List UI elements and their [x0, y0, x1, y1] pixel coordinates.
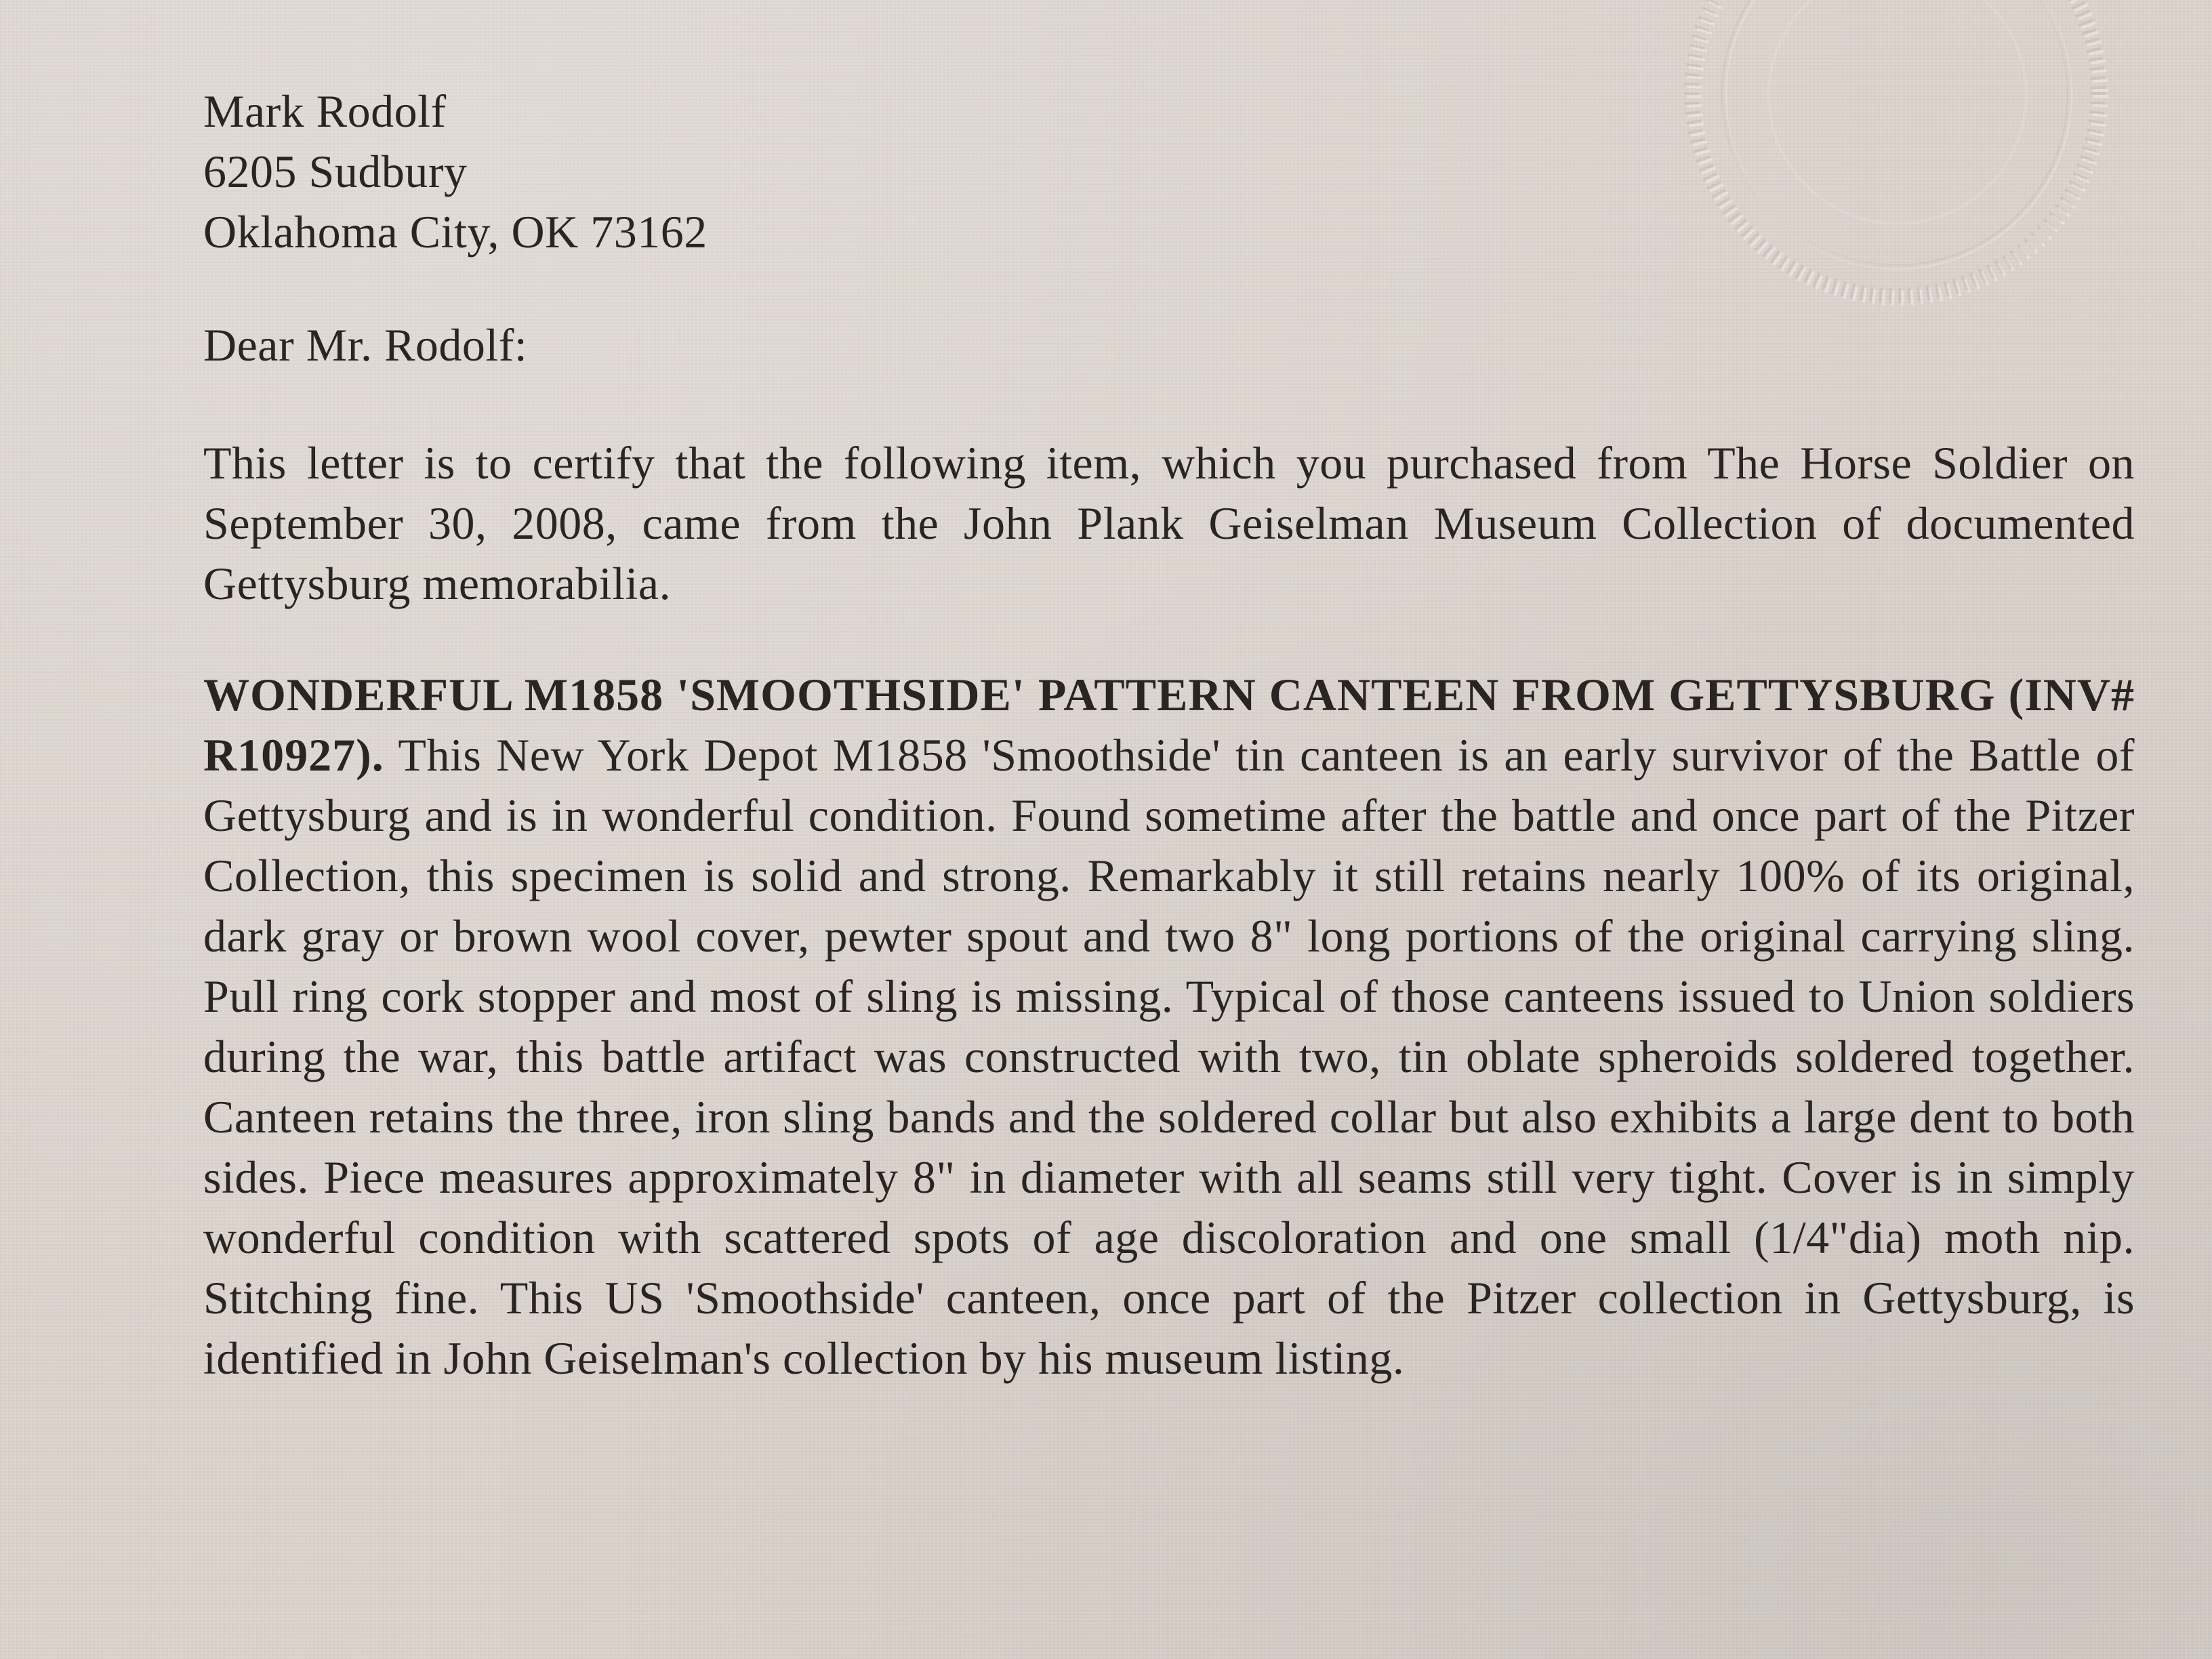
recipient-name: Mark Rodolf: [203, 85, 447, 137]
certificate-letter: [203, 81, 2135, 1435]
item-paragraph: [203, 665, 2135, 1389]
intro-paragraph: This letter is to certify that the following item, which you purchased from The Horse Soldier on September 30, 2008, came from the John Plank Geiselman Museum Collection of documented Gettysburg memorabilia.: [203, 437, 2135, 609]
recipient-city-state-zip: Oklahoma City, OK 73162: [203, 206, 708, 258]
item-heading: WONDERFUL M1858 'SMOOTHSIDE' PATTERN CANTEEN FROM GETTYSBURG (INV# R10927).: [203, 669, 2135, 781]
salutation: Dear Mr. Rodolf:: [203, 319, 528, 371]
item-description: This New York Depot M1858 'Smoothside' tin canteen is an early survivor of the Battle of Gettysburg and is in wonderful condition. Found sometime after the battle and once part of the Pitzer Collection, this specimen is solid and strong. Remarkably it still retains nearly 100% of its original, dark gray or brown wool cover, pewter spout and two 8" long portions of the original carrying sling. Pull ring cork stopper and most of sling is missing. Typical of those canteens issued to Union soldiers during the war, this battle artifact was constructed with two, tin oblate spheroids soldered together. Canteen retains the three, iron sling bands and the soldered collar but also exhibits a large dent to both sides. Piece measures approximately 8" in diameter with all seams still very tight. Cover is in simply wonderful condition with scattered spots of age discoloration and one small (1/4"dia) moth nip. Stitching fine. This US 'Smoothside' canteen, once part of the Pitzer collection in Gettysburg, is identified in John Geiselman's collection by his museum listing.: [203, 729, 2135, 1384]
recipient-street: 6205 Sudbury: [203, 146, 468, 197]
recipient-address: [203, 81, 2135, 262]
